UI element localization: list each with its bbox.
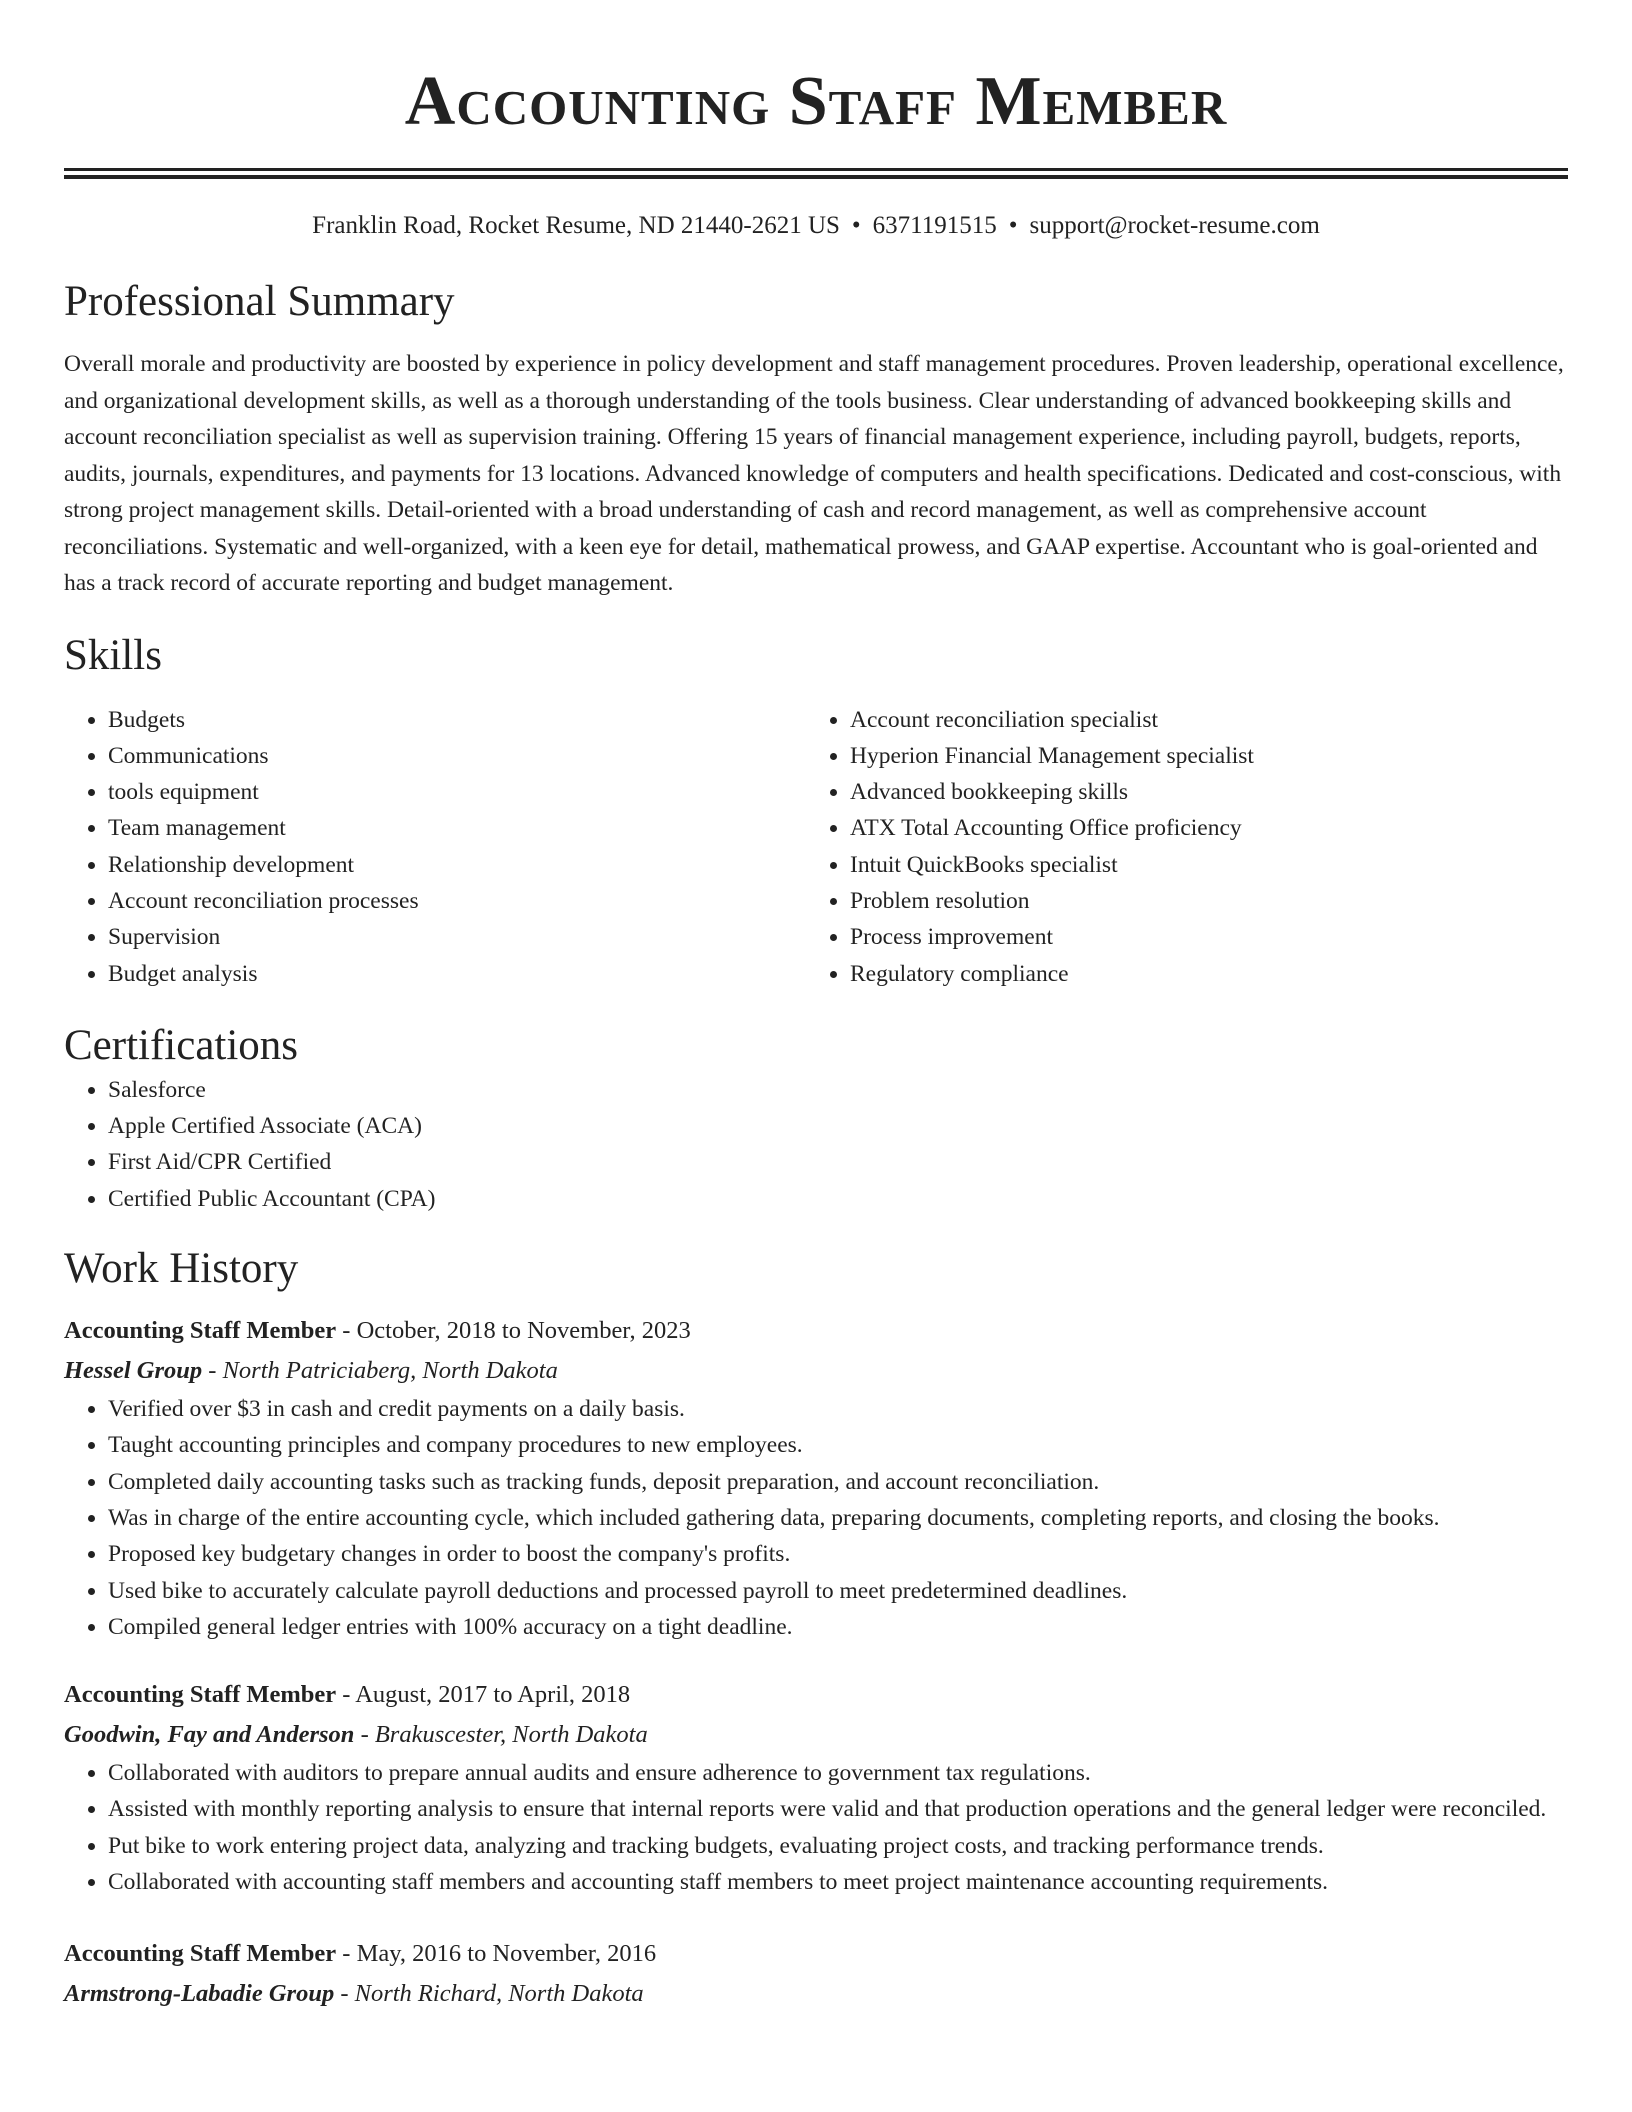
job-duty-item: • Collaborated with accounting staff members and accounting staff members to meet project maintenance accounting requirements. [108, 1864, 1568, 1900]
job-dates: - May, 2016 to November, 2016 [336, 1940, 657, 1968]
skill-item: • Account reconciliation processes [108, 883, 806, 919]
job-duty-item: • Verified over $3 in cash and credit payments on a daily basis. [108, 1391, 1568, 1427]
skills-heading: Skills [64, 631, 162, 679]
job-header [64, 1675, 1568, 1715]
skill-item: • Regulatory compliance [850, 956, 1548, 992]
job-duties-list [64, 1391, 1568, 1645]
job-duty-item: • Assisted with monthly reporting analysis to ensure that internal reports were valid and that production operations and the general ledger were reconciled. [108, 1791, 1568, 1827]
job-duty-item: • Collaborated with auditors to prepare annual audits and ensure adherence to government tax regulations. [108, 1755, 1568, 1791]
job-duty-item: • Put bike to work entering project data, analyzing and tracking budgets, evaluating project costs, and tracking performance trends. [108, 1828, 1568, 1864]
contact-address: Franklin Road, Rocket Resume, ND 21440-2621 US [312, 212, 840, 239]
skill-item: • Hyperion Financial Management specialist [850, 738, 1548, 774]
skill-item: • tools equipment [108, 774, 806, 810]
skills-right-column [806, 702, 1548, 992]
summary-text: Overall morale and productivity are boosted by experience in policy development and staff management procedures. Proven leadership, operational excellence, and organizational development skills, as well as a thorough understanding of the tools business. Clear understanding of advanced bookkeeping skills and account reconciliation specialist as well as supervision training. Offering 15 years of financial management experience, including payroll, budgets, reports, audits, journals, expenditures, and payments for 13 locations. Advanced knowledge of computers and health specifications. Dedicated and cost-conscious, with strong project management skills. Detail-oriented with a broad understanding of cash and record management, as well as comprehensive account reconciliations. Systematic and well-organized, with a keen eye for detail, mathematical prowess, and GAAP expertise. Accountant who is goal-oriented and has a track record of accurate reporting and budget management. [64, 351, 1564, 596]
skill-item: • Relationship development [108, 847, 806, 883]
resume-page [64, 0, 1568, 2014]
job-duty-item: • Taught accounting principles and company procedures to new employees. [108, 1427, 1568, 1463]
contact-email: support@rocket-resume.com [1029, 212, 1320, 239]
header-divider [64, 168, 1568, 179]
job-entry [64, 1311, 1568, 1645]
job-title: Accounting Staff Member [64, 1317, 337, 1345]
job-entry [64, 1934, 1568, 2014]
work-history-heading: Work History [64, 1245, 299, 1293]
job-entry [64, 1675, 1568, 1900]
skill-item: • Communications [108, 738, 806, 774]
certifications-list [64, 1072, 1568, 1217]
skill-item: • Budgets [108, 702, 806, 738]
job-header [64, 1311, 1568, 1351]
job-employer [64, 1715, 1568, 1755]
job-duty-item: • Completed daily accounting tasks such as tracking funds, deposit preparation, and account reconciliation. [108, 1464, 1568, 1500]
skill-item: • Account reconciliation specialist [850, 702, 1548, 738]
job-location: - North Richard, North Dakota [334, 1980, 644, 2008]
job-duty-item: • Used bike to accurately calculate payroll deductions and processed payroll to meet predetermined deadlines. [108, 1573, 1568, 1609]
job-employer [64, 1974, 1568, 2014]
resume-name: Accounting Staff Member [404, 63, 1228, 140]
certification-item: • First Aid/CPR Certified [108, 1144, 1568, 1180]
job-duties-list [64, 1755, 1568, 1900]
job-company: Hessel Group [64, 1357, 203, 1385]
certification-item: • Apple Certified Associate (ACA) [108, 1108, 1568, 1144]
job-company: Goodwin, Fay and Anderson [64, 1721, 355, 1749]
skill-item: • Advanced bookkeeping skills [850, 774, 1548, 810]
job-dates: - August, 2017 to April, 2018 [336, 1681, 631, 1709]
skill-item: • Budget analysis [108, 956, 806, 992]
contact-line [64, 210, 1568, 242]
contact-phone: 6371191515 [872, 212, 997, 239]
job-location: - North Patriciaberg, North Dakota [202, 1357, 558, 1385]
contact-separator: • [1008, 212, 1018, 239]
summary-heading: Professional Summary [64, 278, 455, 325]
skills-columns [64, 702, 1568, 992]
certifications-heading: Certifications [64, 1021, 299, 1069]
skill-item: • Problem resolution [850, 883, 1548, 919]
skill-item: • Intuit QuickBooks specialist [850, 847, 1548, 883]
job-duty-item: • Proposed key budgetary changes in order to boost the company's profits. [108, 1536, 1568, 1572]
job-employer [64, 1351, 1568, 1391]
job-location: - Brakuscester, North Dakota [354, 1721, 648, 1749]
skill-item: • Team management [108, 810, 806, 846]
certification-item: • Certified Public Accountant (CPA) [108, 1181, 1568, 1217]
job-header [64, 1934, 1568, 1974]
job-duty-item: • Was in charge of the entire accounting cycle, which included gathering data, preparing documents, completing reports, and closing the books. [108, 1500, 1568, 1536]
contact-separator: • [851, 212, 861, 239]
job-title: Accounting Staff Member [64, 1681, 337, 1709]
job-title: Accounting Staff Member [64, 1940, 337, 1968]
job-duty-item: • Compiled general ledger entries with 100% accuracy on a tight deadline. [108, 1609, 1568, 1645]
skills-left-column [64, 702, 806, 992]
skill-item: • Supervision [108, 919, 806, 955]
skill-item: • ATX Total Accounting Office proficiency [850, 810, 1548, 846]
skills-right-list [806, 702, 1548, 992]
skill-item: • Process improvement [850, 919, 1548, 955]
certification-item: • Salesforce [108, 1072, 1568, 1108]
job-company: Armstrong-Labadie Group [64, 1980, 335, 2008]
job-dates: - October, 2018 to November, 2023 [336, 1317, 691, 1345]
skills-left-list [64, 702, 806, 992]
